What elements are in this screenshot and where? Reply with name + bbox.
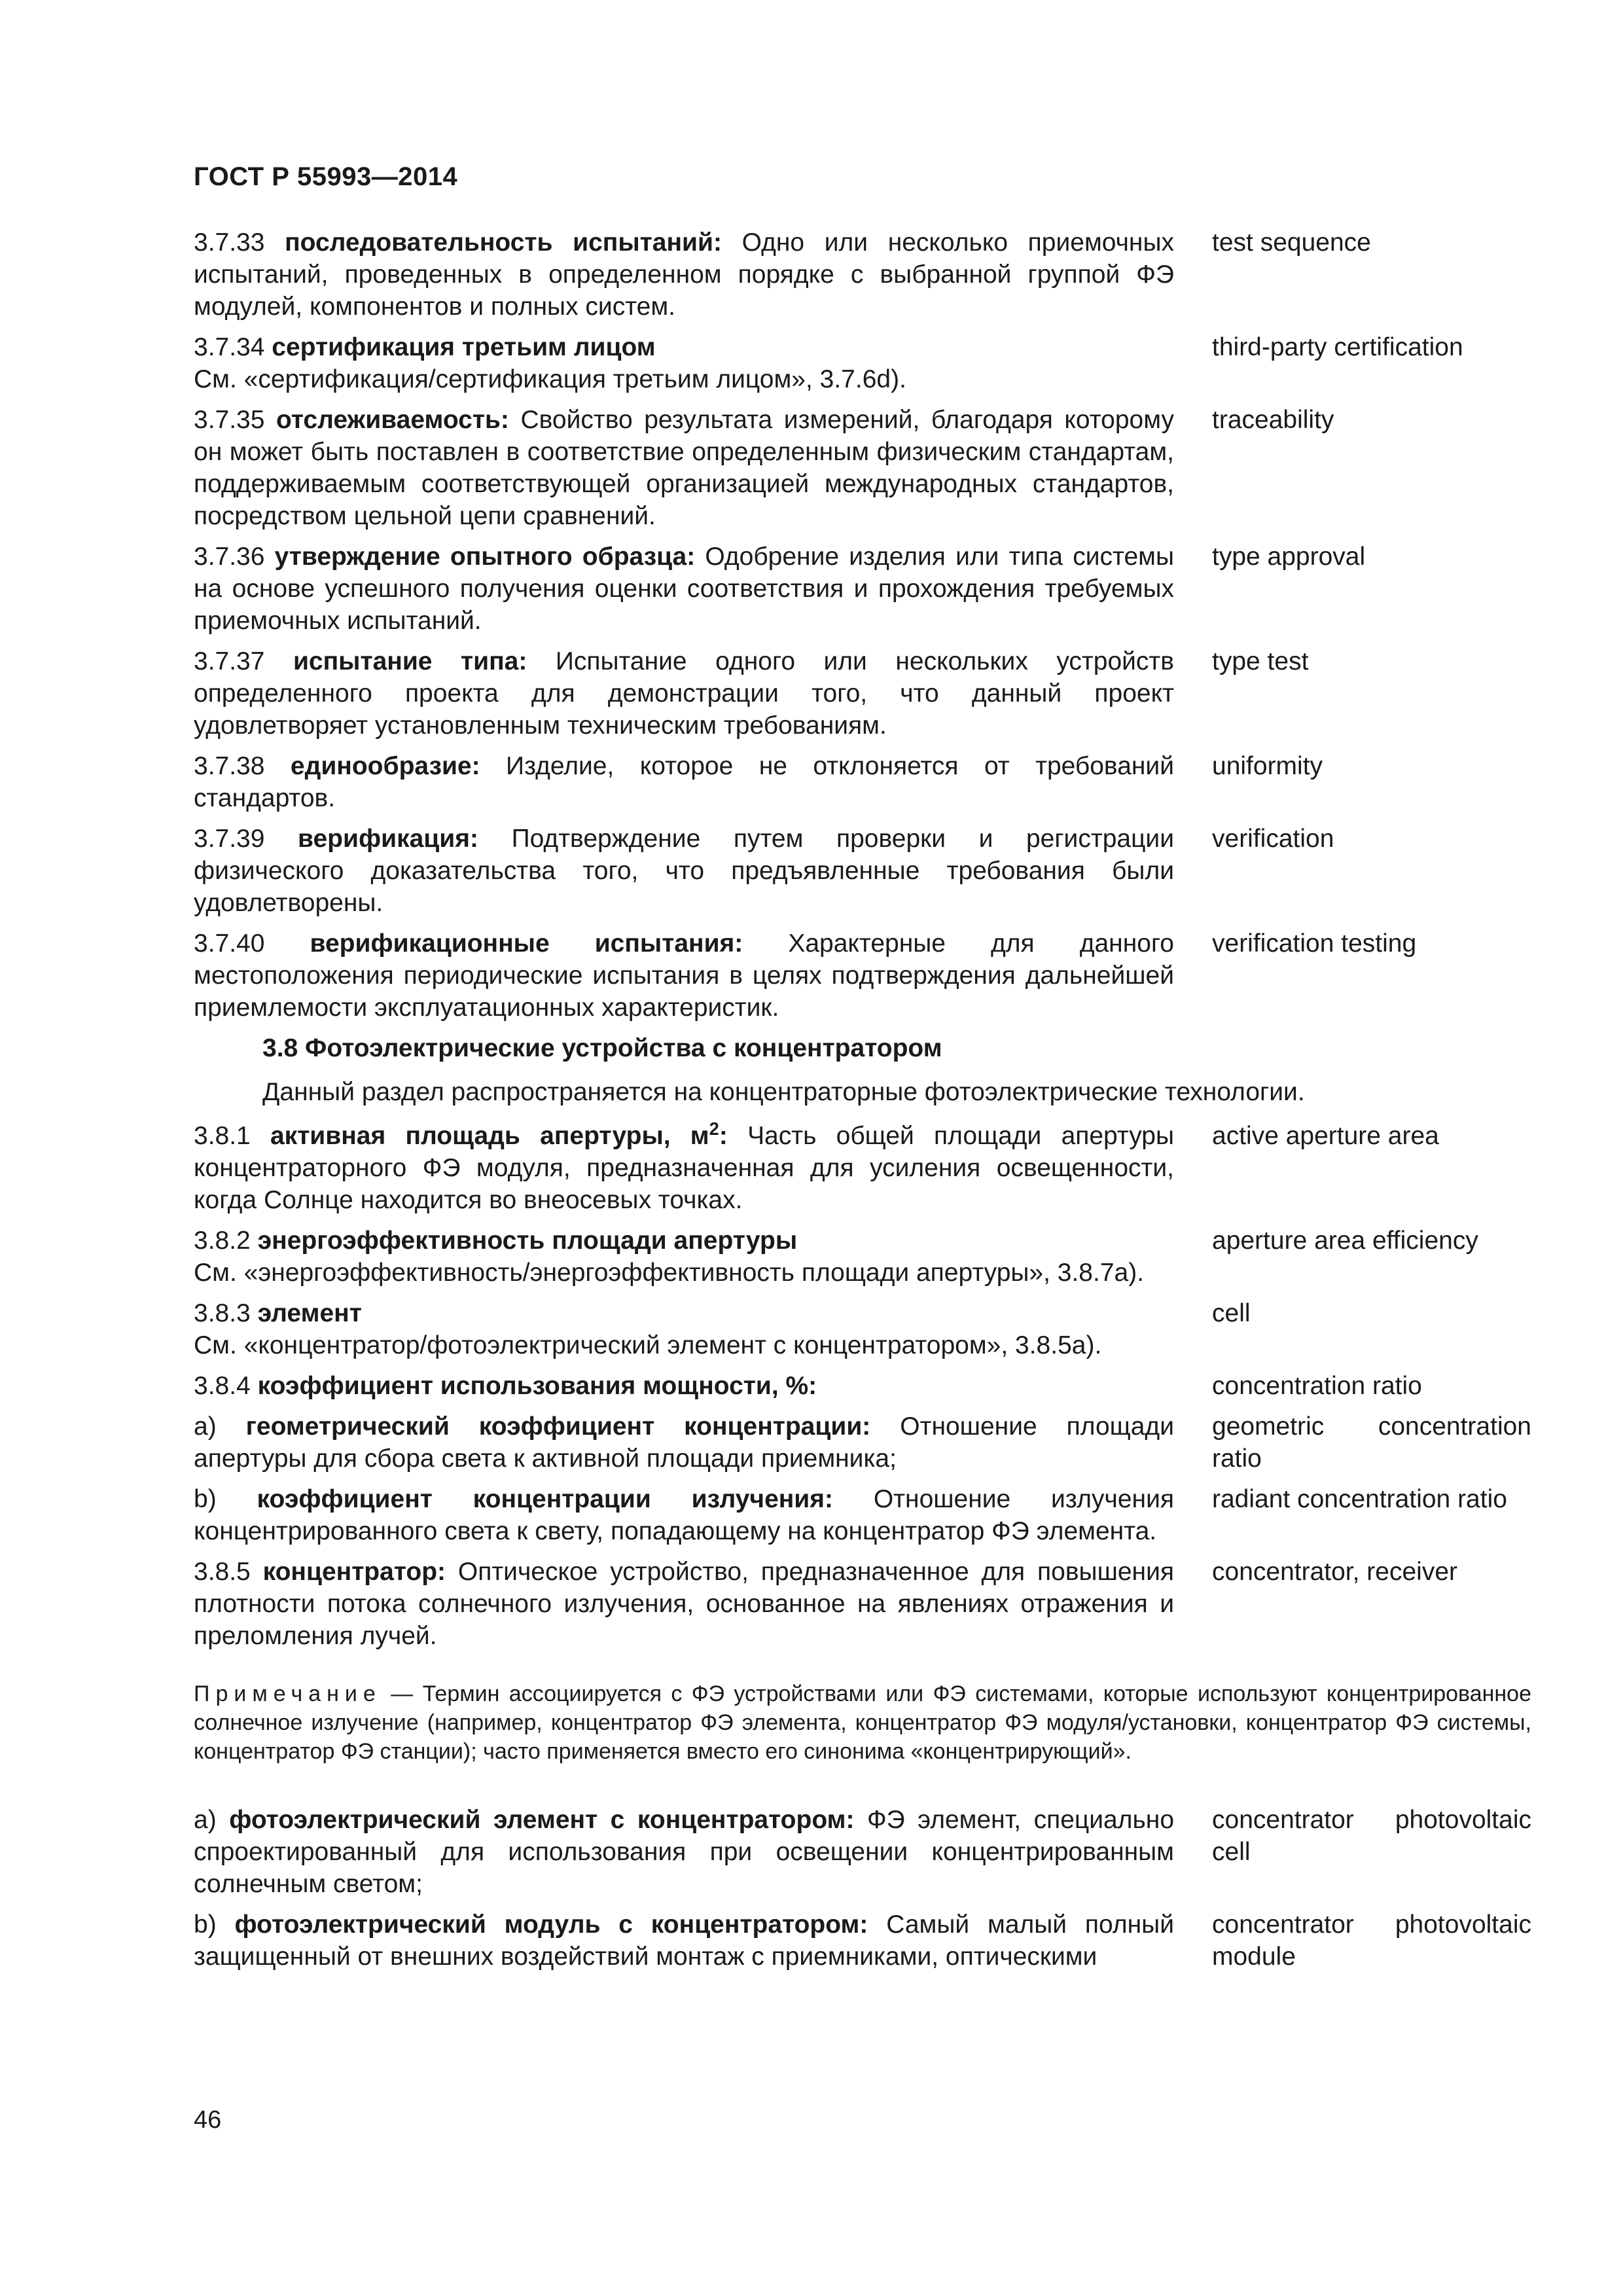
term-definition: Отношение излучения концентрированного света к свету, попадающему на концентратор ФЭ элемента.	[194, 1485, 1174, 1545]
terms-content	[194, 226, 1531, 1981]
english-equivalent: active aperture area	[1212, 1122, 1439, 1150]
term-definition: Свойство результата измерений, благодаря которому он может быть поставлен в соответствие определенным физическим стандартам, поддерживаемым соответствующей организацией международных стандартов, посредством цельной цепи сравнений.	[194, 406, 1174, 530]
term-definition: См. «энергоэффективность/энергоэффективность площади апертуры», 3.8.7а).	[194, 1259, 1145, 1287]
english-equivalent: radiant concentration ratio	[1212, 1485, 1507, 1513]
term-entry-3-8-4: 3.8.4 коэффициент использования мощности, %: concentration ratio	[194, 1370, 1531, 1402]
term-entry-3-7-40: 3.7.40 верификационные испытания: Характерные для данного местоположения периодические испытания в целях подтверждения дальнейшей приемлемости эксплуатационных характеристик. verification testing	[194, 927, 1531, 1024]
term-name: элемент	[257, 1299, 362, 1327]
term-name: фотоэлектрический модуль с концентратором:	[234, 1910, 868, 1939]
english-equivalent: uniformity	[1212, 752, 1323, 780]
english-equivalent: concentrator, receiver	[1212, 1558, 1458, 1586]
english-equivalent: third-party certification	[1212, 333, 1463, 361]
english-equivalent: test sequence	[1212, 228, 1371, 257]
term-entry-3-8-5-b: b) фотоэлектрический модуль с концентратором: Самый малый полный защищенный от внешних воздействий монтаж с приемниками, оптическими concentrator photovoltaic module	[194, 1909, 1531, 1973]
term-entry-3-7-38: 3.7.38 единообразие: Изделие, которое не отклоняется от требований стандартов. uniformity	[194, 750, 1531, 814]
term-definition: Изделие, которое не отклоняется от требований стандартов.	[194, 752, 1174, 812]
term-name: концентратор:	[262, 1558, 446, 1586]
term-entry-3-8-4-b: b) коэффициент концентрации излучения: Отношение излучения концентрированного света к свету, попадающему на концентратор ФЭ элемента. radiant concentration ratio	[194, 1483, 1531, 1547]
section-intro: Данный раздел распространяется на концентраторные фотоэлектрические технологии.	[262, 1078, 1305, 1106]
term-name: последовательность испытаний:	[285, 228, 722, 257]
term-name: геометрический коэффициент концентрации:	[245, 1412, 871, 1441]
document-header: ГОСТ Р 55993—2014	[194, 162, 458, 191]
term-definition: Одобрение изделия или типа системы на основе успешного получения оценки соответствия и прохождения требуемых приемочных испытаний.	[194, 543, 1174, 635]
term-definition: См. «сертификация/сертификация третьим лицом», 3.7.6d).	[194, 365, 906, 393]
term-definition: Характерные для данного местоположения периодические испытания в целях подтверждения дальнейшей приемлемости эксплуатационных характеристик.	[194, 929, 1174, 1022]
term-entry-3-8-5-a: а) фотоэлектрический элемент с концентратором: ФЭ элемент, специально спроектированный для использования при освещении концентрированным солнечным светом; concentrator photovoltaic cell	[194, 1804, 1531, 1900]
term-entry-3-7-39: 3.7.39 верификация: Подтверждение путем проверки и регистрации физического доказательства того, что предъявленные требования были удовлетворены. verification	[194, 823, 1531, 919]
term-entry-3-7-36: 3.7.36 утверждение опытного образца: Одобрение изделия или типа системы на основе успешного получения оценки соответствия и прохождения требуемых приемочных испытаний. type approval	[194, 541, 1531, 637]
term-definition: ФЭ элемент, специально спроектированный для использования при освещении концентрированным солнечным светом;	[194, 1806, 1175, 1898]
term-definition: Подтверждение путем проверки и регистрации физического доказательства того, что предъявленные требования были удовлетворены.	[194, 825, 1174, 917]
term-name: утверждение опытного образца:	[274, 543, 696, 571]
term-entry-3-8-4-a: а) геометрический коэффициент концентрации: Отношение площади апертуры для сбора света к активной площади приемника; geometric concentration ratio	[194, 1410, 1531, 1475]
term-entry-3-7-35: 3.7.35 отслеживаемость: Свойство результата измерений, благодаря которому он может быть поставлен в соответствие определенным физическим стандартам, поддерживаемым соответствующей организацией международных стандартов, посредством цельной цепи сравнений. traceability	[194, 404, 1531, 532]
term-entry-3-8-3: 3.8.3 элемент См. «концентратор/фотоэлектрический элемент с концентратором», 3.8.5а). cell	[194, 1297, 1531, 1361]
term-entry-3-8-5: 3.8.5 концентратор: Оптическое устройство, предназначенное для повышения плотности потока солнечного излучения, основанное на явлениях отражения и преломления лучей. concentrator, receiver	[194, 1556, 1531, 1652]
term-definition: Одно или несколько приемочных испытаний, проведенных в определенном порядке с выбранной группой ФЭ модулей, компонентов и полных систем.	[194, 228, 1174, 321]
term-entry-3-8-2: 3.8.2 энергоэффективность площади апертуры См. «энергоэффективность/энергоэффективность площади апертуры», 3.8.7а). aperture area efficiency	[194, 1225, 1531, 1289]
term-entry-3-7-33: 3.7.33 последовательность испытаний: Одно или несколько приемочных испытаний, проведенных в определенном порядке с выбранной группой ФЭ модулей, компонентов и полных систем. test sequence	[194, 226, 1531, 323]
english-equivalent: concentration ratio	[1212, 1372, 1422, 1400]
term-definition: Самый малый полный защищенный от внешних воздействий монтаж с приемниками, оптическими	[194, 1910, 1174, 1971]
term-definition: См. «концентратор/фотоэлектрический элемент с концентратором», 3.8.5а).	[194, 1331, 1102, 1359]
term-name: верификационные испытания:	[310, 929, 743, 958]
term-name: фотоэлектрический элемент с концентратором:	[229, 1806, 855, 1834]
term-name: энергоэффективность площади апертуры	[257, 1227, 798, 1255]
note-prefix: Примечание	[194, 1681, 382, 1706]
term-name: единообразие:	[290, 752, 480, 780]
english-equivalent: aperture area efficiency	[1212, 1227, 1478, 1255]
english-equivalent: cell	[1212, 1299, 1251, 1327]
page-number: 46	[194, 2106, 222, 2134]
english-equivalent: concentrator photovoltaic module	[1212, 1910, 1531, 1971]
term-entry-3-7-37: 3.7.37 испытание типа: Испытание одного или нескольких устройств определенного проекта для демонстрации того, что данный проект удовлетворяет установленным техническим требованиям. type test	[194, 645, 1531, 742]
english-equivalent: type test	[1212, 647, 1309, 675]
term-definition: Часть общей площади апертуры концентраторного ФЭ модуля, предназначенная для усиления освещенности, когда Солнце находится во внеосевых точках.	[194, 1122, 1174, 1214]
english-equivalent: traceability	[1212, 406, 1334, 434]
english-equivalent: concentrator photovoltaic cell	[1212, 1806, 1531, 1866]
term-name: сертификация третьим лицом	[272, 333, 656, 361]
term-name: верификация:	[298, 825, 478, 853]
term-name: коэффициент использования мощности, %:	[257, 1372, 817, 1400]
term-definition: Испытание одного или нескольких устройств определенного проекта для демонстрации того, что данный проект удовлетворяет установленным техническим требованиям.	[194, 647, 1175, 740]
term-definition: Отношение площади апертуры для сбора света к активной площади приемника;	[194, 1412, 1174, 1473]
english-equivalent: verification testing	[1212, 929, 1417, 958]
term-name: активная площадь апертуры, $м^2$:	[270, 1119, 728, 1150]
term-definition: Оптическое устройство, предназначенное для повышения плотности потока солнечного излучения, основанное на явлениях отражения и преломления лучей.	[194, 1558, 1174, 1650]
term-name: испытание типа:	[293, 647, 527, 675]
term-name: отслеживаемость:	[276, 406, 509, 434]
term-entry-3-8-1: 3.8.1 активная площадь апертуры, $м^2$: Часть общей площади апертуры концентраторного ФЭ модуля, предназначенная для усиления освещенности, когда Солнце находится во внеосевых точках. active aperture area	[194, 1120, 1531, 1216]
note-block	[194, 1679, 1531, 1766]
english-equivalent: verification	[1212, 825, 1334, 853]
term-name: коэффициент концентрации излучения:	[257, 1485, 834, 1513]
note-text: — Термин ассоциируется с ФЭ устройствами или ФЭ системами, которые используют концентрированное солнечное излучение (например, концентратор ФЭ элемента, концентратор ФЭ модуля/установки, концентратор ФЭ системы, концентратор ФЭ станции); часто применяется вместо его синонима «концентрирующий».	[194, 1681, 1531, 1764]
section-heading: 3.8 Фотоэлектрические устройства с концентратором	[262, 1034, 942, 1062]
term-entry-3-7-34: 3.7.34 сертификация третьим лицом См. «сертификация/сертификация третьим лицом», 3.7.6d). third-party certification	[194, 331, 1531, 395]
english-equivalent: type approval	[1212, 543, 1366, 571]
english-equivalent: geometric concentration ratio	[1212, 1412, 1531, 1473]
